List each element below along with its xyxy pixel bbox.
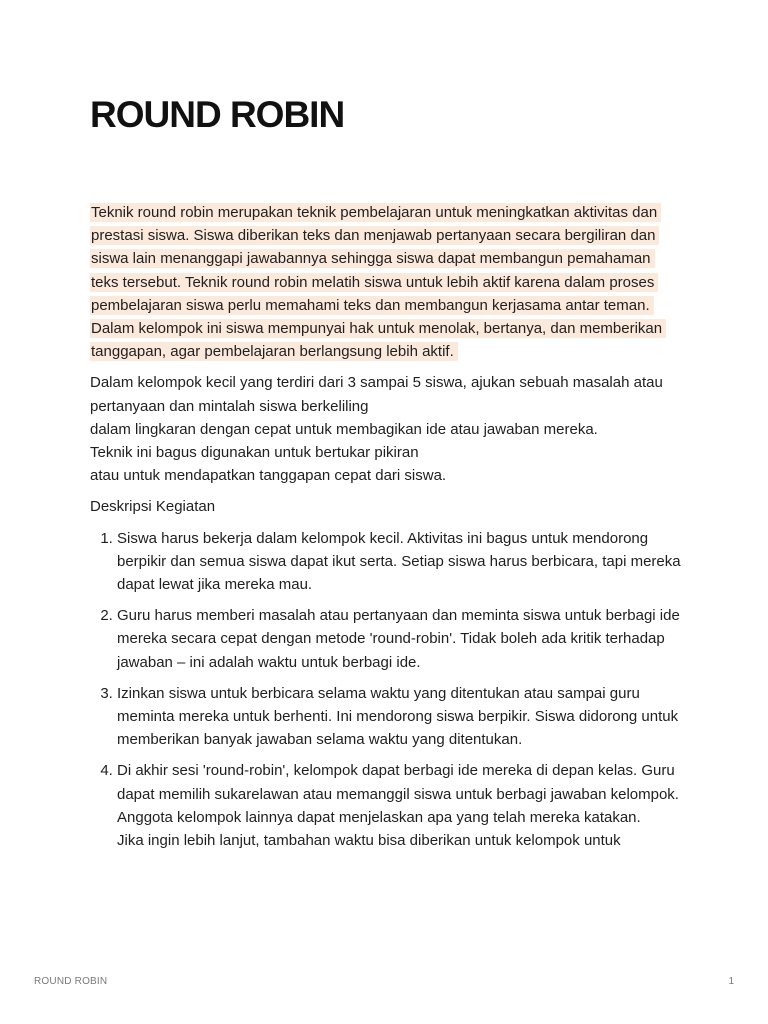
intro-paragraph	[90, 201, 682, 363]
page-number: 1	[728, 976, 734, 987]
list-item: 2. Guru harus memberi masalah atau pertanyaan dan meminta siswa untuk berbagi ide mereka secara cepat dengan metode 'round-robin'. Tidak boleh ada kritik terhadap jawaban – ini adalah waktu untuk berbagi ide.	[117, 604, 682, 674]
list-item: 3. Izinkan siswa untuk berbicara selama waktu yang ditentukan atau sampai guru meminta mereka untuk berhenti. Ini mendorong siswa berpikir. Siswa didorong untuk memberikan banyak jawaban selama waktu yang ditentukan.	[117, 682, 682, 752]
paragraph-line: Teknik ini bagus digunakan untuk bertukar pikiran	[90, 444, 419, 462]
paragraph-line: atau untuk mendapatkan tanggapan cepat dari siswa.	[90, 467, 447, 485]
description-paragraph	[90, 371, 682, 487]
footer-title: ROUND ROBIN	[34, 976, 108, 987]
section-label: Deskripsi Kegiatan	[90, 498, 216, 516]
page-title: ROUND ROBIN	[90, 94, 345, 135]
list-item-text: 4. Di akhir sesi 'round-robin', kelompok dapat berbagi ide mereka di depan kelas. Guru dapat memilih sukarelawan atau memanggil siswa untuk berbagi jawaban kelompok. Anggota kelompok lainnya dapat menjelaskan apa yang telah mereka katakan.	[117, 762, 679, 826]
paragraph-line: dalam lingkaran dengan cepat untuk membagikan ide atau jawaban mereka.	[90, 420, 598, 438]
list-item	[117, 759, 682, 852]
activity-steps-list	[90, 527, 682, 853]
document-body	[90, 201, 682, 860]
highlighted-text: Teknik round robin merupakan teknik pembelajaran untuk meningkatkan aktivitas dan prestasi siswa. Siswa diberikan teks dan menjawab pertanyaan secara bergiliran dan siswa lain menanggapi jawabannya sehingga siswa dapat membangun pemahaman teks tersebut. Teknik round robin melatih siswa untuk lebih aktif karena dalam proses pembelajaran siswa perlu memahami teks dan membangun kerjasama antar teman. Dalam kelompok ini siswa mempunyai hak untuk menolak, bertanya, dan memberikan tanggapan, agar pembelajaran berlangsung lebih aktif.	[90, 203, 666, 361]
list-item: 1. Siswa harus bekerja dalam kelompok kecil. Aktivitas ini bagus untuk mendorong berpikir dan semua siswa dapat ikut serta. Setiap siswa harus berbicara, tapi mereka dapat lewat jika mereka mau.	[117, 527, 682, 597]
list-item-text: Jika ingin lebih lanjut, tambahan waktu bisa diberikan untuk kelompok untuk	[117, 832, 621, 850]
paragraph-line: Dalam kelompok kecil yang terdiri dari 3 sampai 5 siswa, ajukan sebuah masalah atau pertanyaan dan mintalah siswa berkeliling	[90, 374, 663, 415]
